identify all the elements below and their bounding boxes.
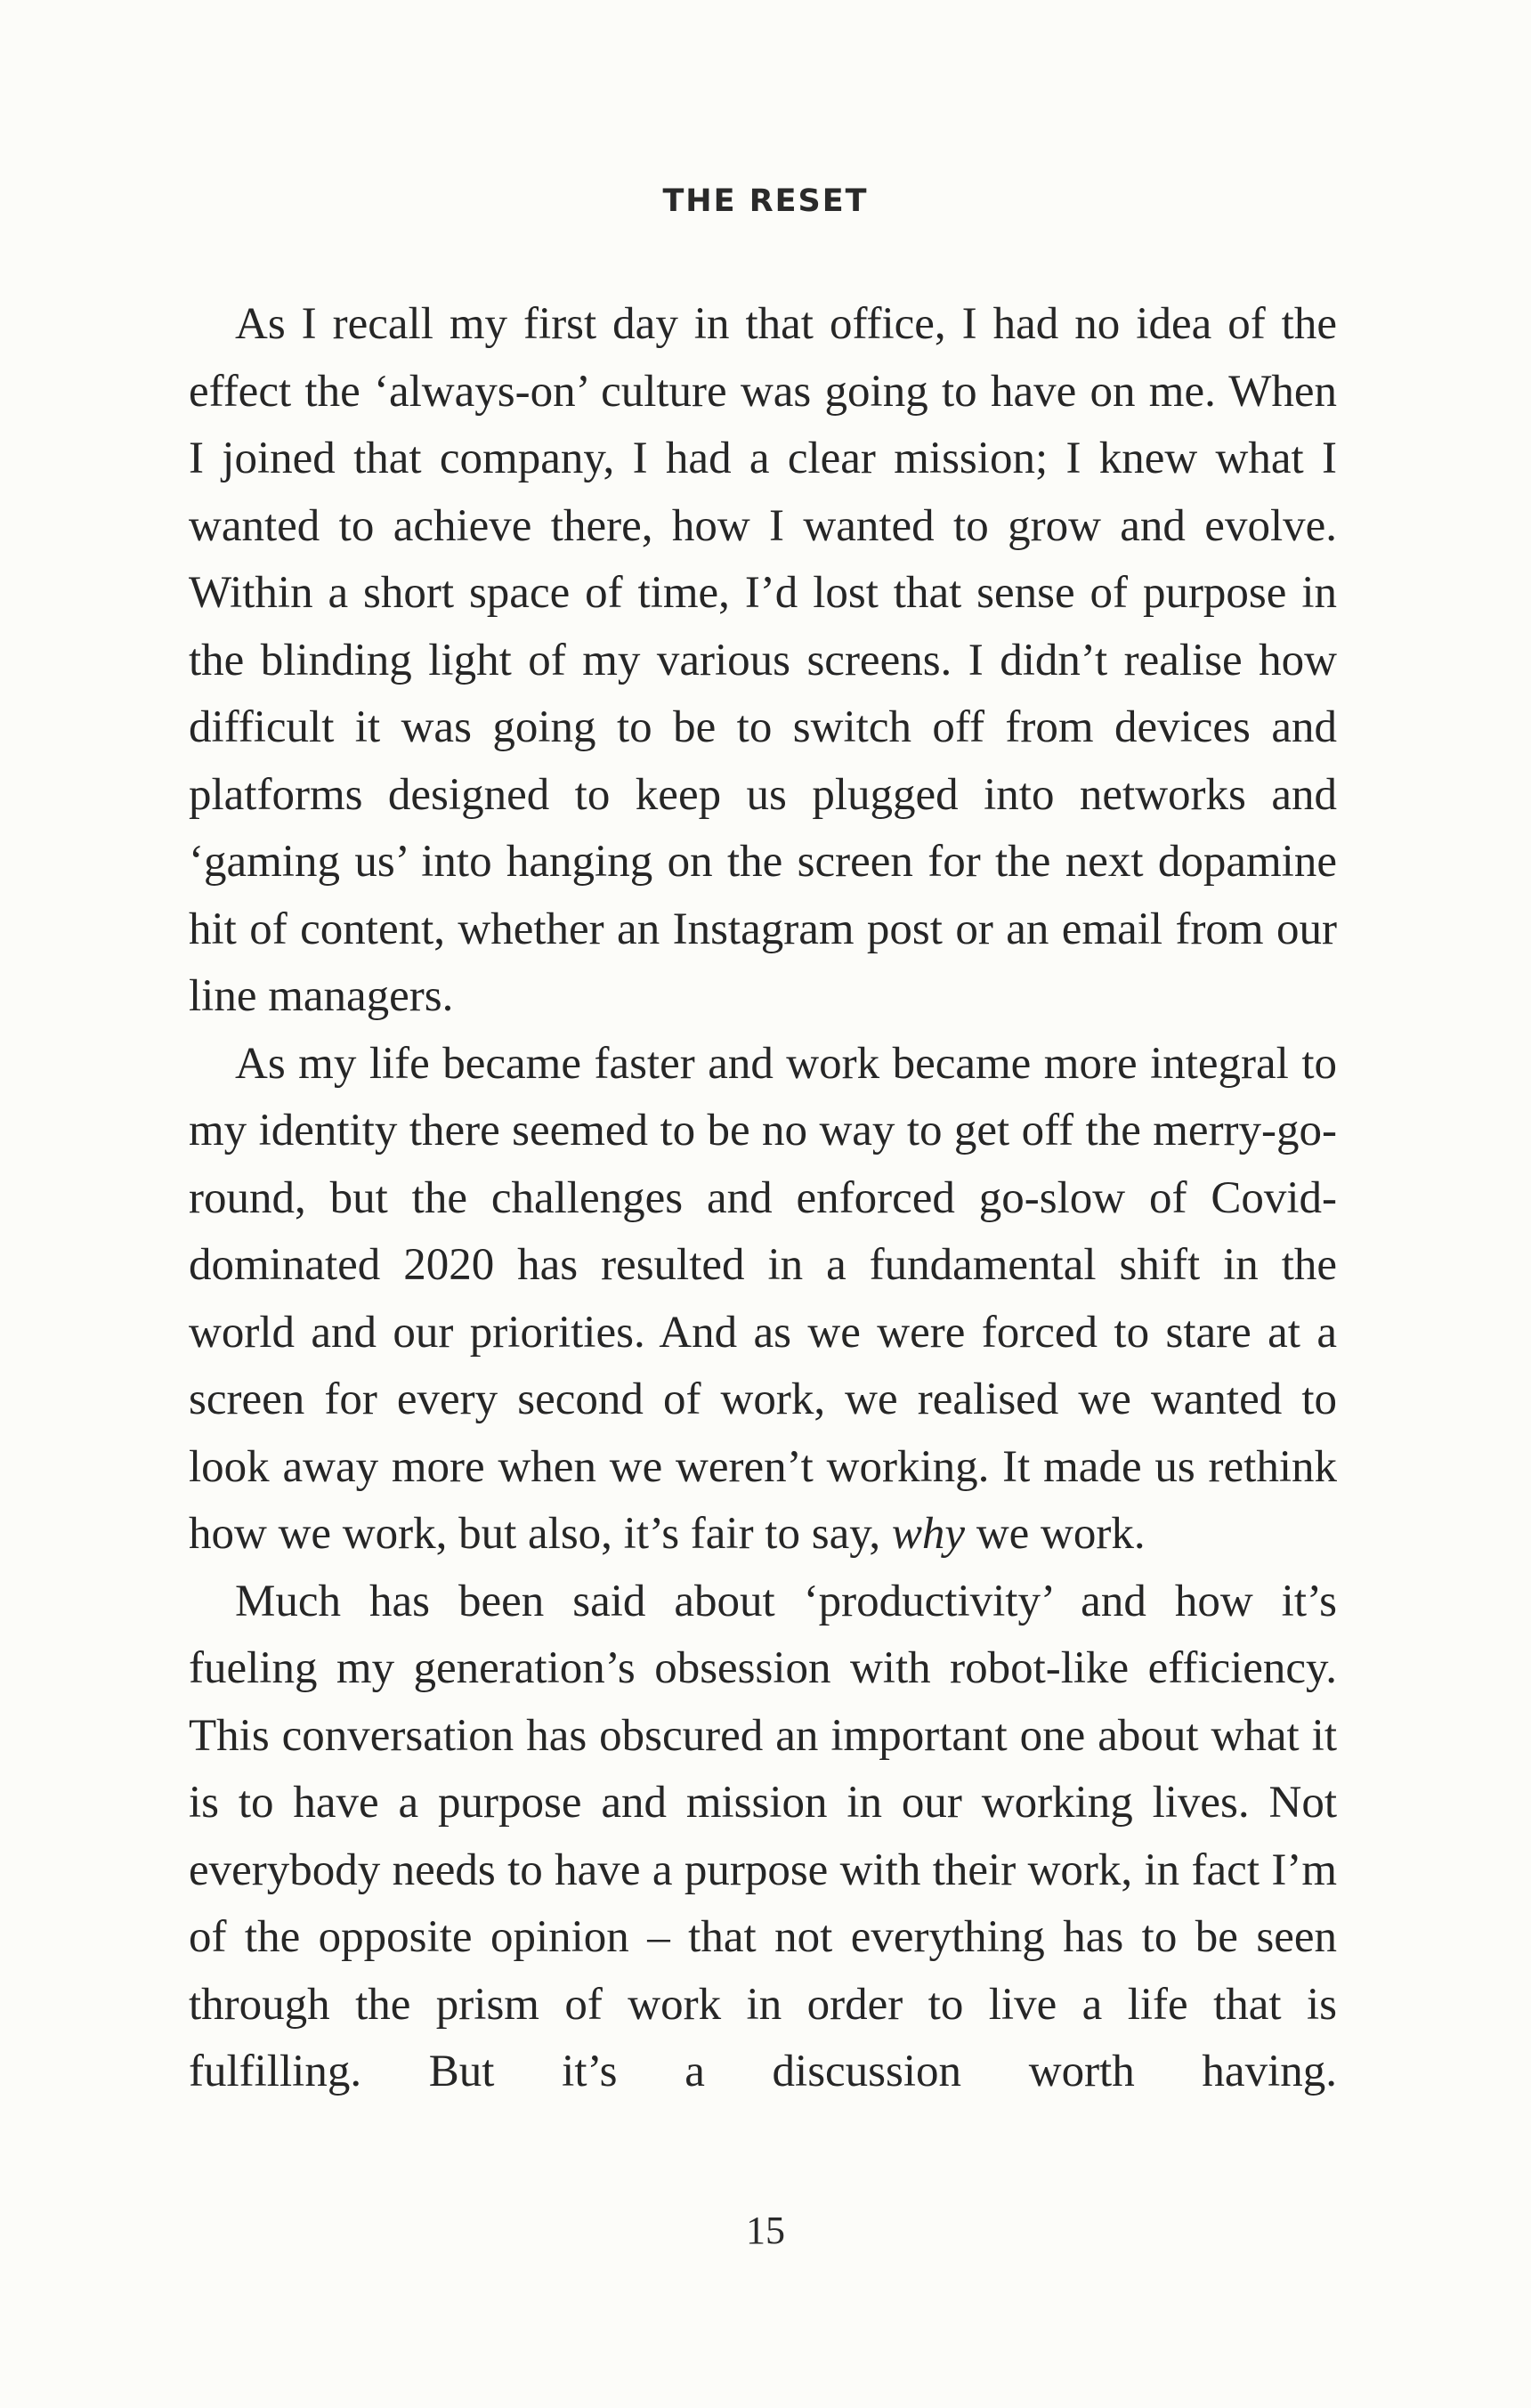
paragraph-3: Much has been said about ‘productivity’ and how it’s fueling my generation’s obsession with robot-like efficiency. This conversation has obscured an important one about what it is to have a purpose and mission in our working lives. Not everybody needs to have a purpose with their work, in fact I’m of the opposite opinion – that not everything has to be seen through the prism of work in order to live a life that is fulfilling. But it’s a discussion worth having. [189, 1576, 1337, 2096]
body-text [189, 291, 1337, 2106]
paragraph-2-text-after: we work. [965, 1509, 1146, 1559]
page-number: 15 [746, 2209, 785, 2252]
paragraph-1: As I recall my first day in that office, I had no idea of the effect the ‘always-on’ culture was going to have on me. When I joined that company, I had a clear mission; I knew what I wanted to achieve there, how I wanted to grow and evolve. Within a short space of time, I’d lost that sense of purpose in the blinding light of my various screens. I didn’t realise how difficult it was going to be to switch off from devices and platforms designed to keep us plugged into networks and ‘gaming us’ into hanging on the screen for the next dopamine hit of content, whether an Instagram post or an email from our line managers. [189, 299, 1337, 1021]
paragraph-2 [189, 1031, 1337, 1569]
paragraph-2-emphasis: why [891, 1509, 966, 1559]
paragraph-2-text-before: As my life became faster and work became more integral to my identity there seemed to be no way to get off the merry-go-round, but the challenges and enforced go-slow of Covid-dominated 2020 has resulted in a fundamental shift in the world and our priorities. And as we were forced to stare at a screen for every second of work, we realised we wanted to look away more when we weren’t working. It made us rethink how we work, but also, it’s fair to say, [189, 1038, 1337, 1559]
running-head: THE RESET [662, 183, 869, 219]
